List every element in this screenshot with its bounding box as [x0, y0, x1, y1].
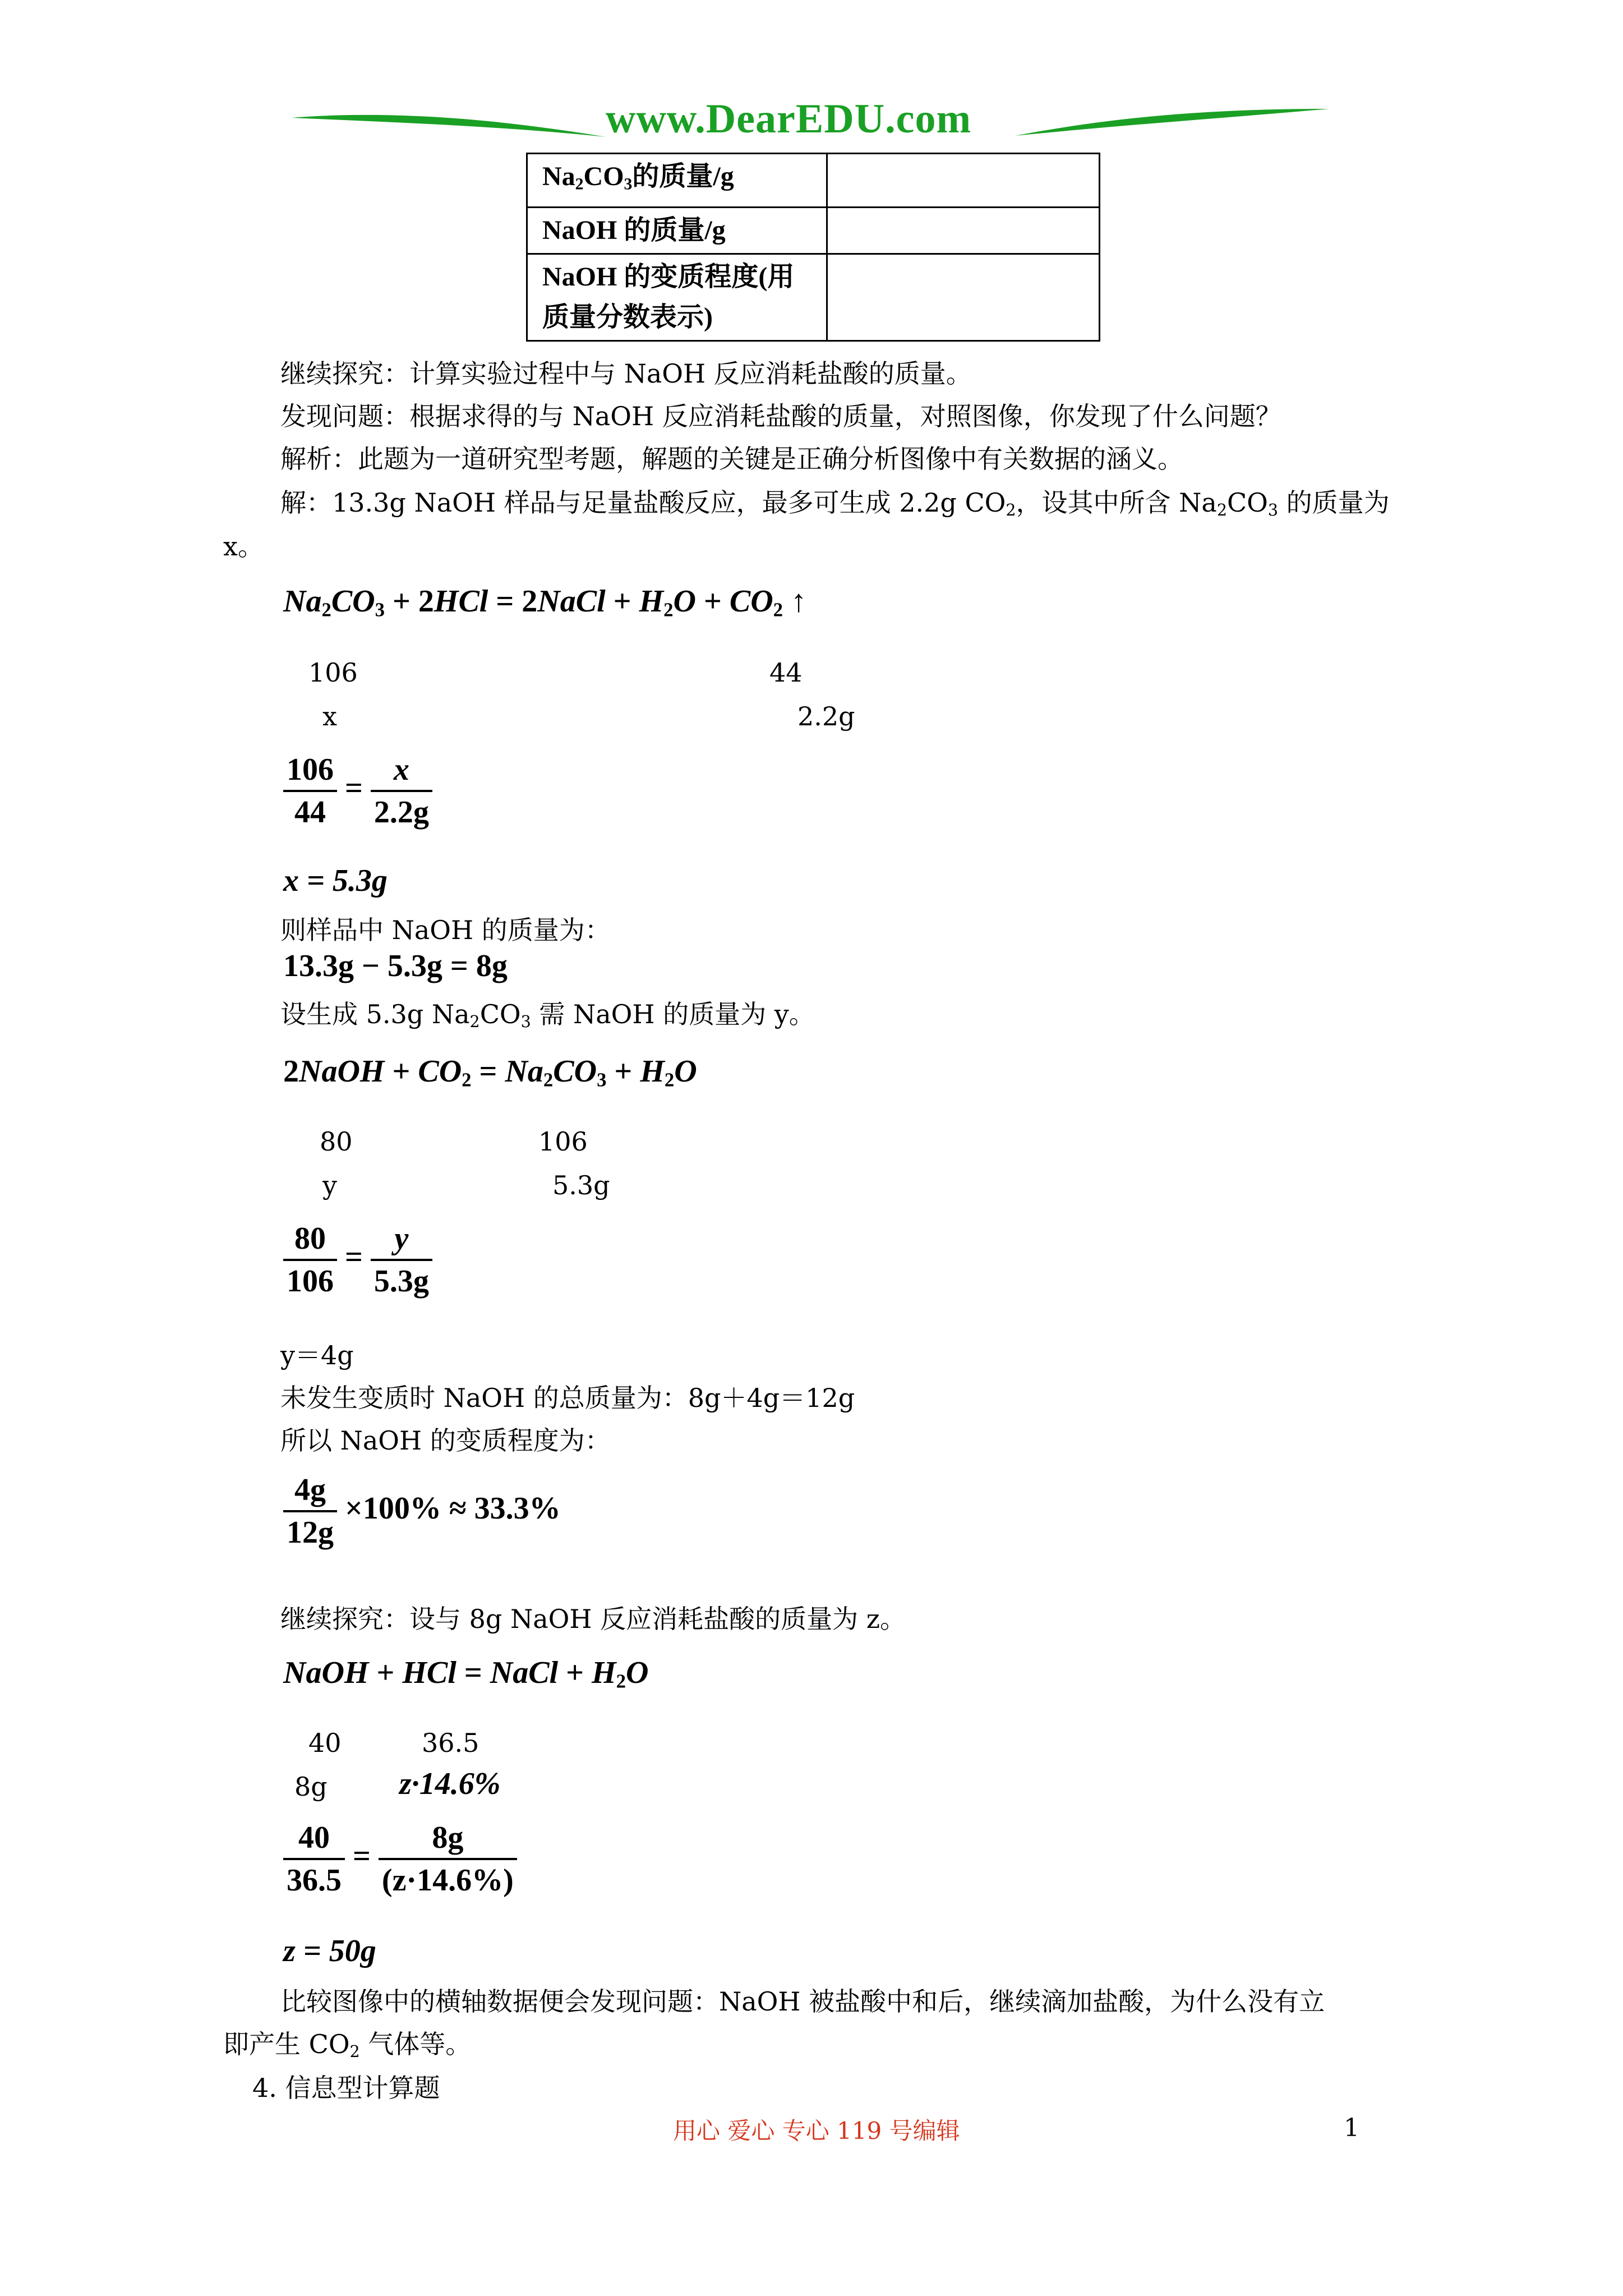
paragraph-set-z: 继续探究：设与 8g NaOH 反应消耗盐酸的质量为 z。 [280, 1604, 906, 1634]
paragraph-compare-cont: 即产生 $CO_2$ 气体等。 [223, 2029, 472, 2062]
paragraph-naoh-mass: 则样品中 NaOH 的质量为： [280, 915, 611, 945]
ratio-number: 106 [308, 657, 358, 688]
ratio-value: y [322, 1170, 337, 1200]
table-cell-na2co3: $Na_2CO_3$的质量/g [527, 154, 827, 208]
paragraph-set-y: 设生成 5.3g $Na_2CO_3$ 需 NaOH 的质量为 y。 [280, 999, 815, 1032]
proportion-fraction: $\frac{40}{36.5}$ = $\frac{8g}{(z\cdot 14.6\%)}$ [283, 1818, 517, 1901]
equation-na2co3-hcl: $Na_2CO_3 + 2HCl$ = 2NaCl + $H_2O + CO_2$ ↑ [283, 584, 807, 621]
proportion-fraction: $\frac{106}{44}$ = $\frac{x}{2.2g}$ [283, 749, 432, 832]
header-logo-banner [292, 95, 1329, 157]
table-cell-empty [827, 154, 1100, 208]
ratio-value: 8g [294, 1772, 328, 1802]
ratio-number: 106 [538, 1126, 588, 1157]
percentage-calc: $\frac{4g}{12g}$ ×100% ≈ 33.3% [283, 1470, 561, 1553]
swoosh-left-icon [292, 105, 606, 145]
section-heading-info-calc: 4. 信息型计算题 [252, 2073, 440, 2103]
table-row [527, 154, 1100, 208]
ratio-value: z·14.6% [399, 1766, 501, 1801]
paragraph-total-mass: 未发生变质时 NaOH 的总质量为：8g＋4g＝12g [280, 1383, 855, 1413]
result-table [526, 153, 1100, 342]
ratio-number: 44 [769, 657, 803, 688]
equation-naoh-co2: 2NaOH + $CO_2 = Na_2CO_3 + H_2O$ [283, 1054, 697, 1091]
page-number: 1 [1344, 2114, 1359, 2142]
paragraph-solution-cont: x。 [223, 531, 264, 562]
proportion-fraction: $\frac{80}{106}$ = $\frac{y}{5.3g}$ [283, 1218, 432, 1301]
table-cell-degree: NaOH 的变质程度(用 质量分数表示) [527, 254, 827, 341]
footer-text: 用心 爱心 专心 119 号编辑 [673, 2117, 960, 2145]
paragraph-analysis: 解析：此题为一道研究型考题，解题的关键是正确分析图像中有关数据的涵义。 [280, 444, 1183, 474]
table-row [527, 208, 1100, 254]
table-cell-empty [827, 208, 1100, 254]
ratio-value: 2.2g [797, 701, 855, 731]
swoosh-right-icon [1015, 103, 1329, 142]
ratio-value: 5.3g [552, 1170, 610, 1200]
result-z: z = 50g [283, 1934, 376, 1968]
site-logo-text: www.DearEDU.com [606, 96, 972, 142]
table-cell-empty [827, 254, 1100, 341]
paragraph-find-problem: 发现问题：根据求得的与 NaOH 反应消耗盐酸的质量，对照图像，你发现了什么问题？ [280, 401, 1281, 431]
paragraph-compare: 比较图像中的横轴数据便会发现问题：NaOH 被盐酸中和后，继续滴加盐酸，为什么没有立 [280, 1986, 1325, 2017]
table-row [527, 254, 1100, 341]
ratio-number: 80 [320, 1126, 353, 1157]
paragraph-degree: 所以 NaOH 的变质程度为： [280, 1425, 611, 1456]
paragraph-y-result: y＝4g [280, 1340, 354, 1370]
ratio-value: x [322, 701, 337, 731]
result-x: x = 5.3g [283, 863, 388, 898]
paragraph-continue-explore: 继续探究：计算实验过程中与 NaOH 反应消耗盐酸的质量。 [280, 358, 972, 389]
equation-naoh-hcl: NaOH + HCl = NaCl + $H_2O$ [283, 1655, 649, 1692]
subtraction-calc: 13.3g − 5.3g = 8g [283, 949, 508, 983]
ratio-number: 40 [308, 1728, 342, 1758]
paragraph-solution: 解：13.3g NaOH 样品与足量盐酸反应，最多可生成 2.2g $CO_2$，设其中所含 $Na_2CO_3$ 的质量为 [280, 487, 1390, 520]
ratio-number: 36.5 [422, 1728, 479, 1758]
table-cell-naoh: NaOH 的质量/g [527, 208, 827, 254]
